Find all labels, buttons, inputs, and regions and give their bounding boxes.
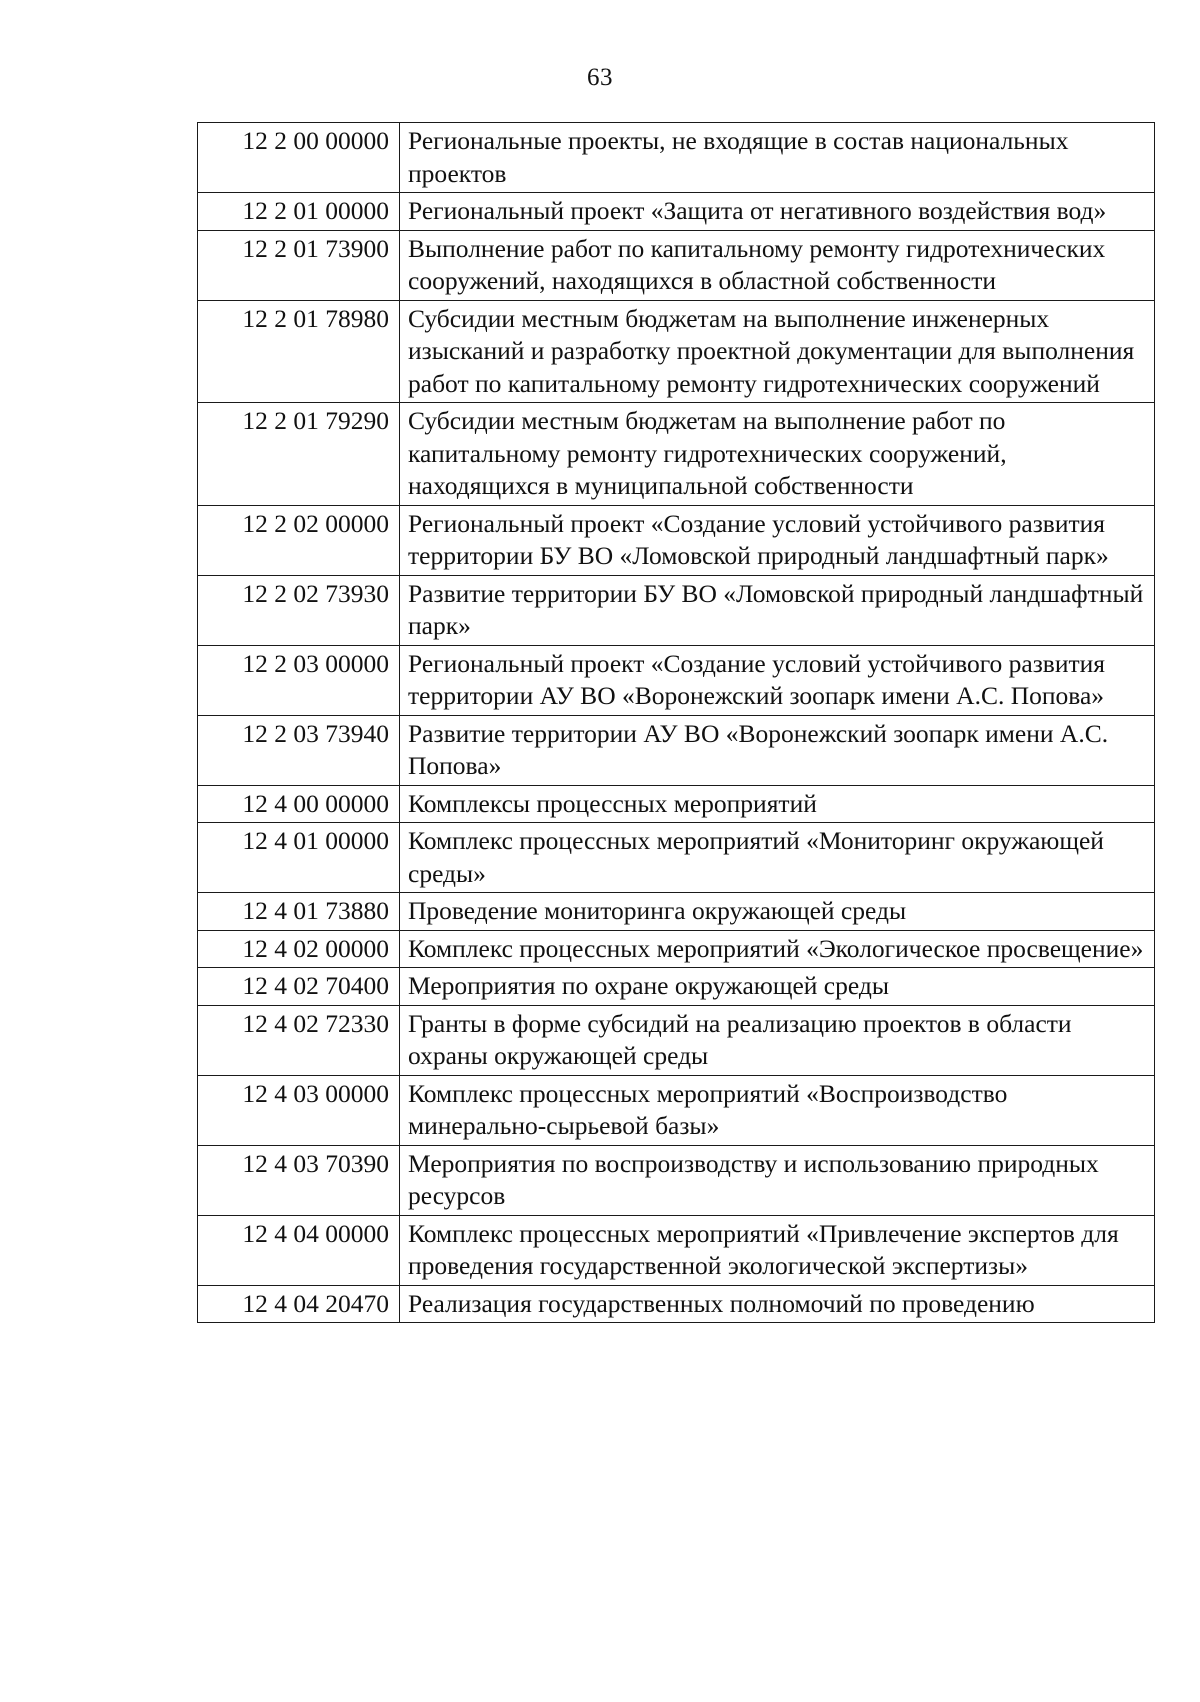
row-code: 12 4 01 00000 [198, 823, 400, 893]
row-code: 12 2 03 00000 [198, 645, 400, 715]
table-row [198, 968, 1155, 1006]
row-description: Комплексы процессных мероприятий [400, 785, 1155, 823]
row-code: 12 4 02 00000 [198, 930, 400, 968]
row-code: 12 2 00 00000 [198, 123, 400, 193]
row-description: Региональный проект «Создание условий устойчивого развития территории БУ ВО «Ломовской природный ландшафтный парк» [400, 505, 1155, 575]
table-row [198, 575, 1155, 645]
row-code: 12 4 02 72330 [198, 1005, 400, 1075]
table-row [198, 785, 1155, 823]
table-row [198, 823, 1155, 893]
table-row [198, 300, 1155, 403]
row-code: 12 2 01 78980 [198, 300, 400, 403]
table-row [198, 403, 1155, 506]
row-code: 12 2 01 79290 [198, 403, 400, 506]
row-description: Выполнение работ по капитальному ремонту гидротехнических сооружений, находящихся в областной собственности [400, 230, 1155, 300]
row-description: Мероприятия по воспроизводству и использованию природных ресурсов [400, 1145, 1155, 1215]
row-code: 12 4 02 70400 [198, 968, 400, 1006]
row-code: 12 4 00 00000 [198, 785, 400, 823]
row-description: Комплекс процессных мероприятий «Экологическое просвещение» [400, 930, 1155, 968]
page-number: 63 [587, 64, 613, 91]
row-description: Мероприятия по охране окружающей среды [400, 968, 1155, 1006]
table-row [198, 930, 1155, 968]
row-code: 12 4 01 73880 [198, 893, 400, 931]
row-description: Комплекс процессных мероприятий «Привлечение экспертов для проведения государственной экологической экспертизы» [400, 1215, 1155, 1285]
row-code: 12 2 02 00000 [198, 505, 400, 575]
row-description: Региональный проект «Защита от негативного воздействия вод» [400, 193, 1155, 231]
table-row [198, 1075, 1155, 1145]
row-description: Субсидии местным бюджетам на выполнение инженерных изысканий и разработку проектной документации для выполнения работ по капитальному ремонту гидротехнических сооружений [400, 300, 1155, 403]
row-code: 12 2 02 73930 [198, 575, 400, 645]
row-description: Комплекс процессных мероприятий «Воспроизводство минерально-сырьевой базы» [400, 1075, 1155, 1145]
table-row [198, 715, 1155, 785]
row-description: Комплекс процессных мероприятий «Мониторинг окружающей среды» [400, 823, 1155, 893]
row-description: Реализация государственных полномочий по проведению [400, 1285, 1155, 1323]
row-code: 12 2 03 73940 [198, 715, 400, 785]
row-code: 12 4 04 00000 [198, 1215, 400, 1285]
row-description: Региональные проекты, не входящие в состав национальных проектов [400, 123, 1155, 193]
row-code: 12 4 04 20470 [198, 1285, 400, 1323]
table-row [198, 1005, 1155, 1075]
table-body [198, 123, 1155, 1323]
row-description: Развитие территории АУ ВО «Воронежский зоопарк имени А.С. Попова» [400, 715, 1155, 785]
row-description: Субсидии местным бюджетам на выполнение работ по капитальному ремонту гидротехнических сооружений, находящихся в муниципальной собственности [400, 403, 1155, 506]
row-code: 12 4 03 70390 [198, 1145, 400, 1215]
row-description: Проведение мониторинга окружающей среды [400, 893, 1155, 931]
row-code: 12 2 01 00000 [198, 193, 400, 231]
table-row [198, 893, 1155, 931]
table-row [198, 123, 1155, 193]
table-row [198, 645, 1155, 715]
table-row [198, 193, 1155, 231]
table-row [198, 1215, 1155, 1285]
table-row [198, 505, 1155, 575]
row-code: 12 4 03 00000 [198, 1075, 400, 1145]
row-description: Гранты в форме субсидий на реализацию проектов в области охраны окружающей среды [400, 1005, 1155, 1075]
table-row [198, 1285, 1155, 1323]
budget-classification-table [197, 122, 1155, 1323]
row-description: Развитие территории БУ ВО «Ломовской природный ландшафтный парк» [400, 575, 1155, 645]
row-description: Региональный проект «Создание условий устойчивого развития территории АУ ВО «Воронежский зоопарк имени А.С. Попова» [400, 645, 1155, 715]
table-row [198, 230, 1155, 300]
table-row [198, 1145, 1155, 1215]
row-code: 12 2 01 73900 [198, 230, 400, 300]
